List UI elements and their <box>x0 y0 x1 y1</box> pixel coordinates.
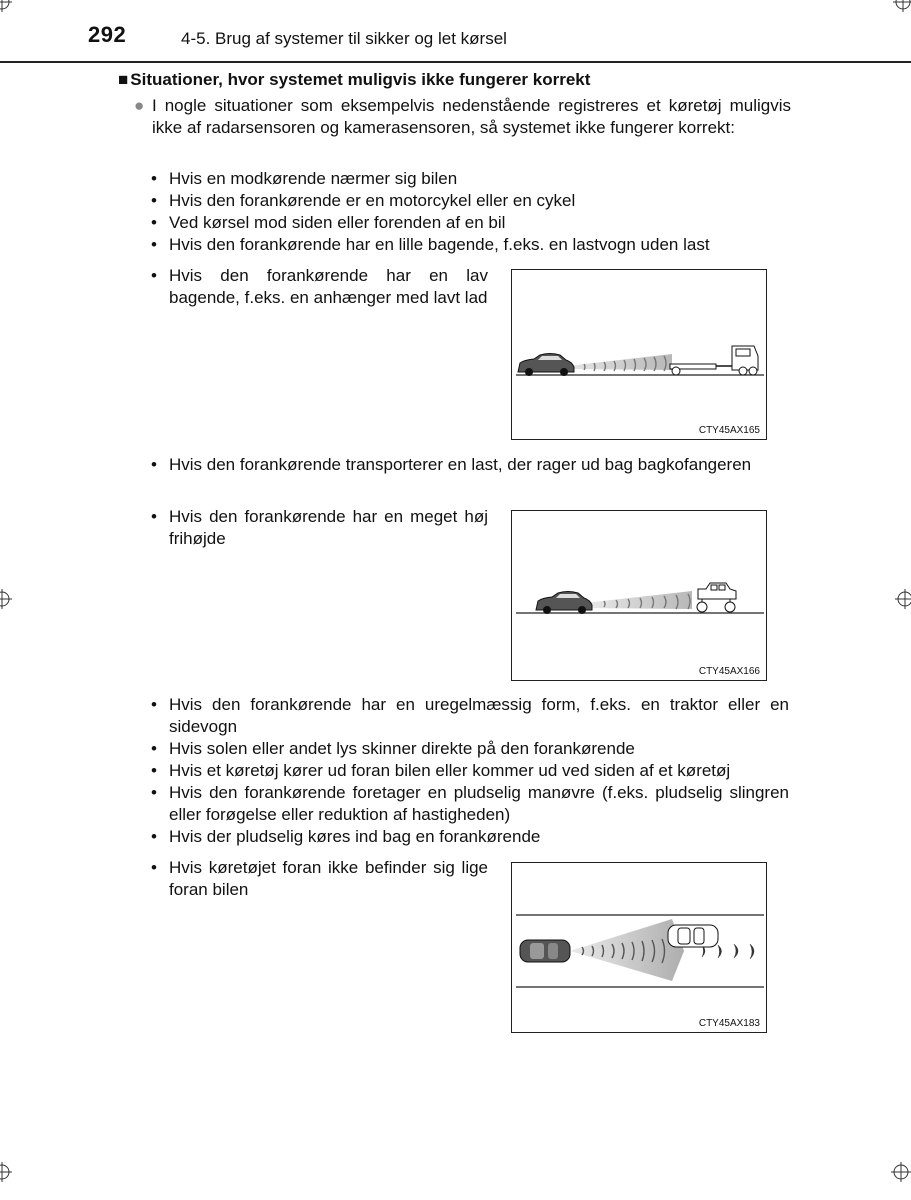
figure-code: CTY45AX183 <box>698 1018 760 1029</box>
subsection-heading <box>118 70 590 90</box>
list-item: • Hvis en modkørende nærmer sig bilen <box>151 169 458 188</box>
list-item: • Hvis køretøjet foran ikke befinder sig lige foran bilen <box>151 858 488 899</box>
situation-list-2 <box>151 694 789 848</box>
figure-code: CTY45AX165 <box>698 425 760 436</box>
section-title: 4-5. Brug af systemer til sikker og let kørsel <box>181 29 507 48</box>
high-clearance-illustration <box>512 511 768 682</box>
situation-high-clearance <box>151 506 488 550</box>
figure-code: CTY45AX166 <box>698 666 760 677</box>
list-item: • Hvis den forankørende er en motorcykel eller en cykel <box>151 191 576 210</box>
situation-cargo <box>151 454 789 476</box>
registration-mark-bottom-right <box>891 1162 911 1182</box>
list-item: • Hvis den forankørende foretager en pludselig manøvre (f.eks. pludselig slingren eller forøgelse eller reduktion af hastigheden) <box>151 783 789 824</box>
registration-mark-mid-left <box>0 589 12 609</box>
situation-offset <box>151 857 488 901</box>
intro-marker: ● <box>134 96 145 115</box>
figure-high-clearance <box>511 510 767 681</box>
header-rule <box>0 61 911 63</box>
list-item: • Hvis der pludselig køres ind bag en forankørende <box>151 827 541 846</box>
page-number: 292 <box>88 22 127 47</box>
situation-list-1 <box>151 168 791 256</box>
heading-marker: ■ <box>118 70 129 89</box>
situation-low-rear <box>151 265 488 309</box>
heading-text: Situationer, hvor systemet muligvis ikke fungerer korrekt <box>130 70 591 89</box>
list-item: • Hvis et køretøj kører ud foran bilen eller kommer ud ved siden af et køretøj <box>151 761 731 780</box>
list-item: • Hvis den forankørende har en lav bagende, f.eks. en anhænger med lavt lad <box>151 266 488 307</box>
registration-mark-mid-right <box>895 589 911 609</box>
list-item: • Hvis den forankørende har en lille bagende, f.eks. en lastvogn uden last <box>151 235 710 254</box>
list-item: • Hvis den forankørende har en meget høj frihøjde <box>151 507 488 548</box>
figure-offset-vehicle <box>511 862 767 1033</box>
offset-vehicle-illustration <box>512 863 768 1034</box>
list-item: • Hvis den forankørende har en uregelmæssig form, f.eks. en traktor eller en sidevogn <box>151 695 789 736</box>
registration-mark-top-right <box>893 0 911 12</box>
intro-paragraph <box>134 95 791 139</box>
list-item: • Hvis solen eller andet lys skinner direkte på den forankørende <box>151 739 635 758</box>
registration-mark-top-left <box>0 0 12 12</box>
figure-low-trailer <box>511 269 767 440</box>
list-item: • Hvis den forankørende transporterer en last, der rager ud bag bagkofangeren <box>151 455 752 474</box>
registration-mark-bottom-left <box>0 1162 12 1182</box>
list-item: • Ved kørsel mod siden eller forenden af en bil <box>151 213 506 232</box>
intro-text: I nogle situationer som eksempelvis nedenstående registreres et køretøj muligvis ikke af radarsensoren og kamerasensoren, så systemet ikke fungerer korrekt: <box>152 96 791 137</box>
low-trailer-illustration <box>512 270 768 441</box>
